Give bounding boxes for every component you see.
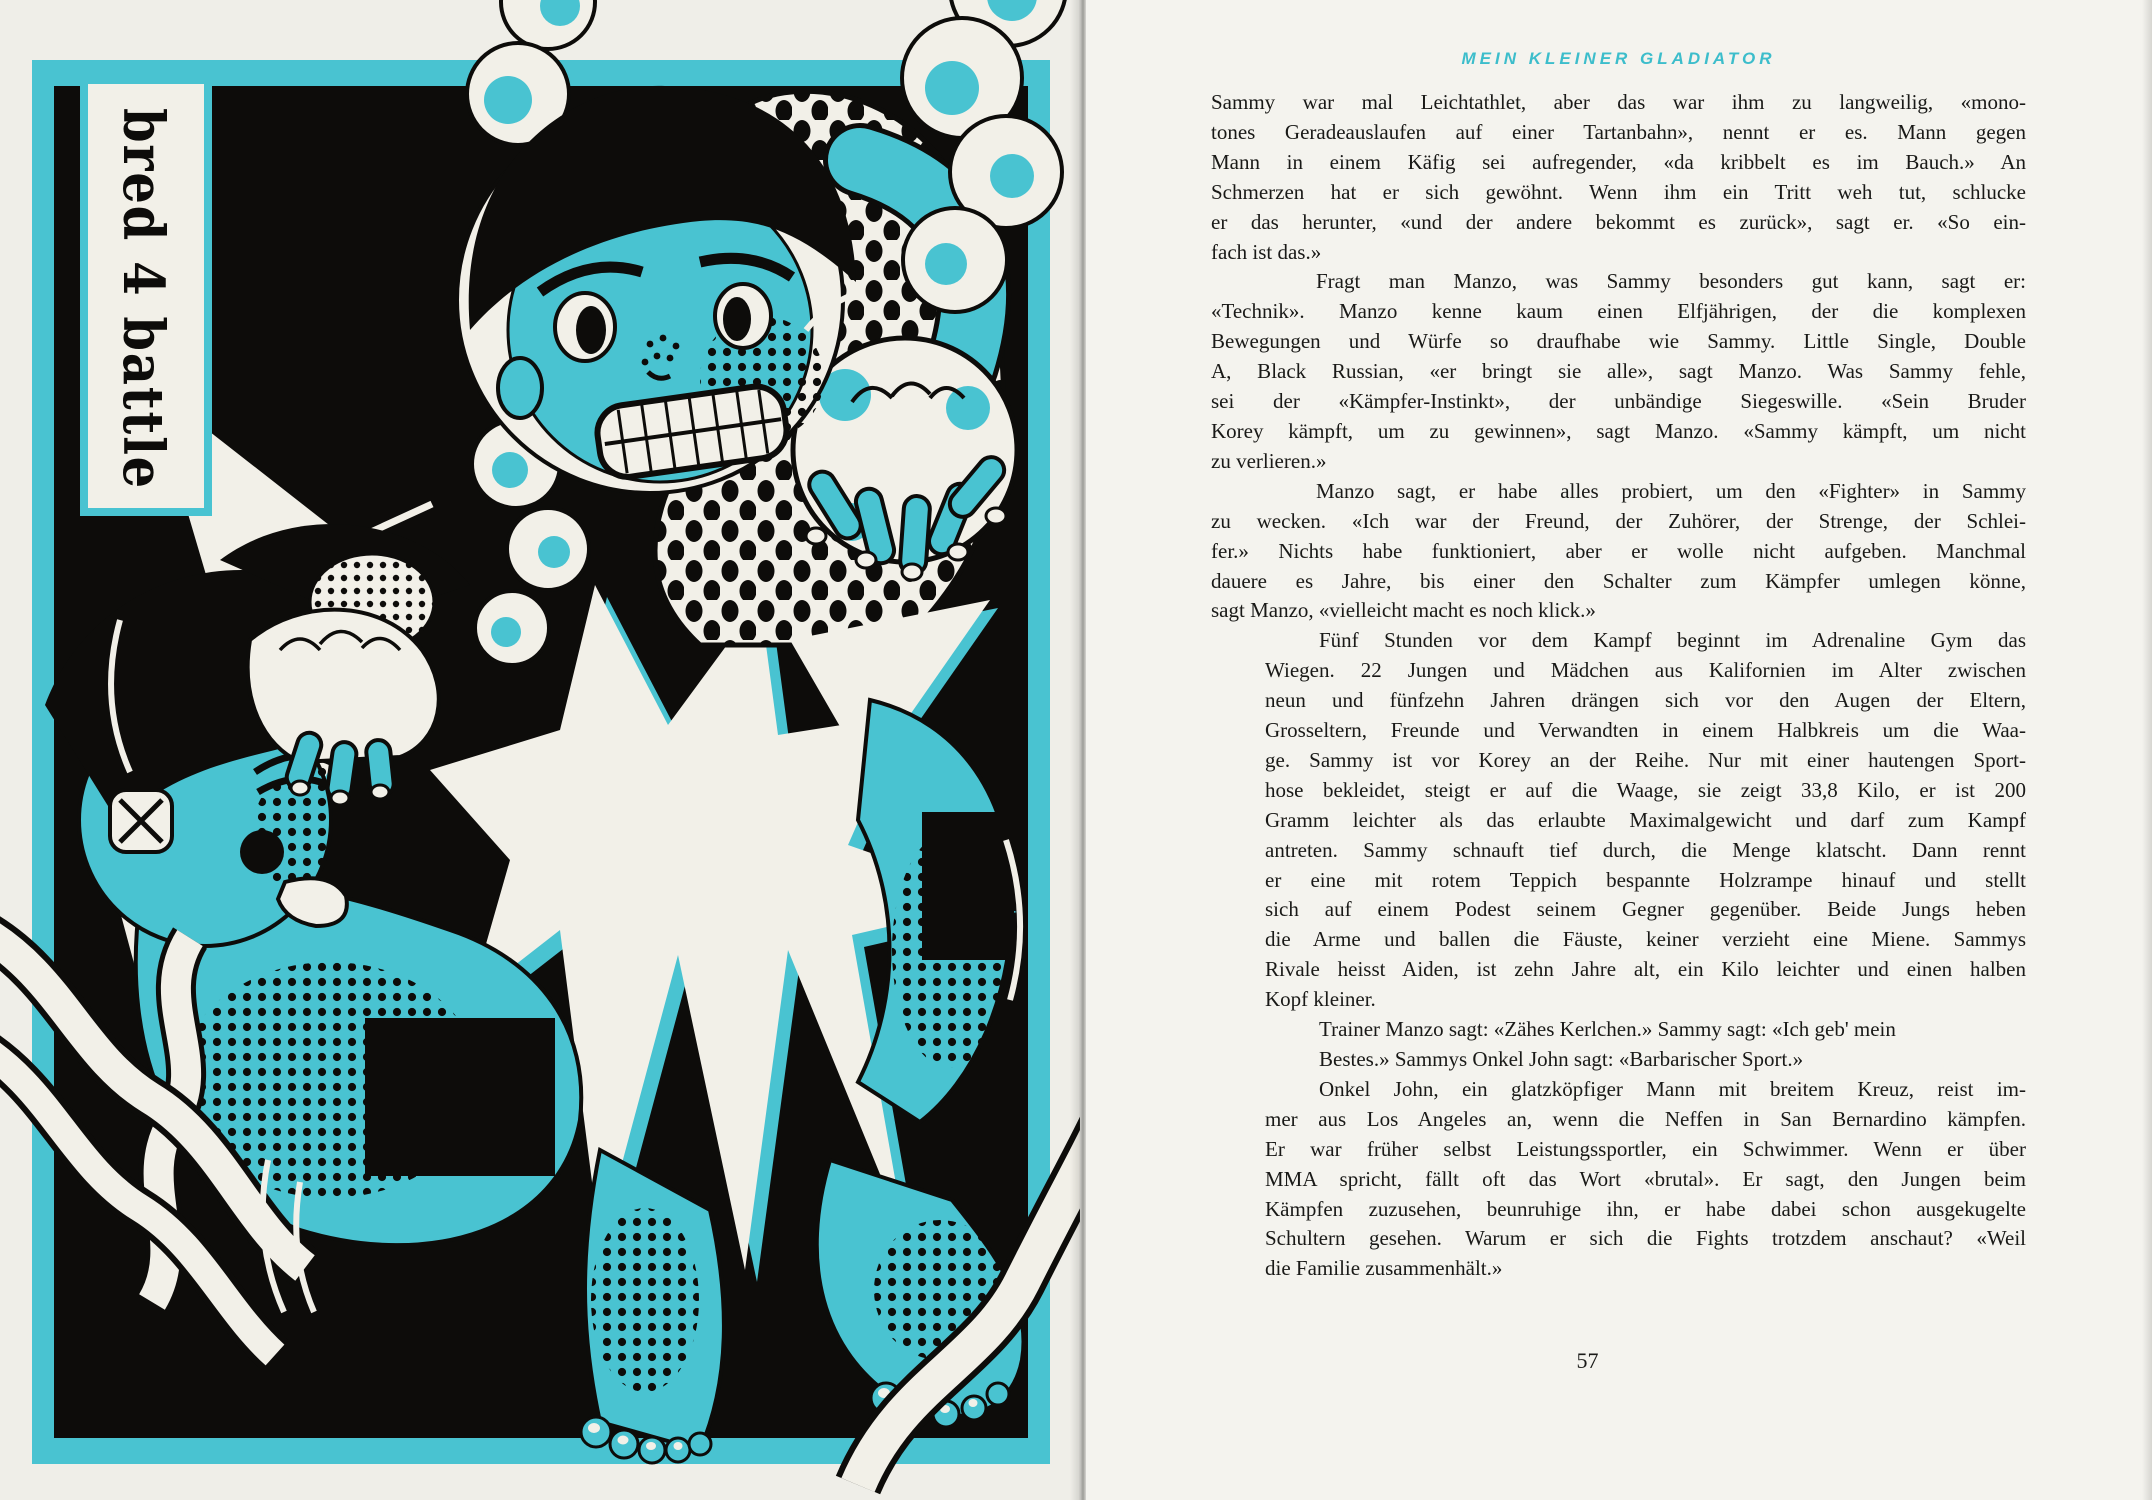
text-line: Wiegen. 22 Jungen und Mädchen aus Kalifornien im Alter zwischen — [1265, 658, 2026, 683]
text-line: hose bekleidet, steigt er auf die Waage, sie zeigt 33,8 Kilo, er ist 200 — [1265, 777, 2026, 802]
poster-label-text: bred 4 battle — [110, 108, 176, 540]
text-line: mer aus Los Angeles an, wenn die Neffen in San Bernardino kämpfen. — [1265, 1106, 2026, 1131]
text-line: Onkel John, ein glatzköpfiger Mann mit breitem Kreuz, reist im- — [1319, 1076, 2026, 1101]
text-line: Bestes.» Sammys Onkel John sagt: «Barbarischer Sport.» — [1319, 1047, 1804, 1071]
page-edge-shadow — [2142, 0, 2152, 1500]
poster-label-box — [80, 76, 212, 540]
text-line: Bewegungen und Würfe so draufhabe wie Sammy. Little Single, Double — [1211, 329, 2026, 354]
text-line: fach ist das.» — [1211, 239, 1322, 264]
right-page — [1086, 0, 2152, 1500]
page-number: 57 — [1576, 1348, 1599, 1373]
running-head: MEIN KLEINER GLADIATOR — [1461, 49, 1776, 68]
paragraph — [1211, 88, 2026, 267]
text-line: A, Black Russian, «er bringt sie alle», sagt Manzo. Was Sammy fehle, — [1211, 359, 2026, 384]
paragraph — [1319, 1015, 2026, 1075]
text-line: sich auf einem Podest seinem Gegner gegenüber. Beide Jungs heben — [1265, 897, 2026, 922]
text-line: er eine mit rotem Teppich bespannte Holzrampe hinauf und stellt — [1265, 867, 2026, 892]
text-line: zu wecken. «Ich war der Freund, der Zuhörer, der Strenge, der Schlei- — [1211, 508, 2026, 533]
text-line: Schmerzen hat er sich gewöhnt. Wenn ihm ein Tritt weh tut, schlucke — [1211, 179, 2026, 204]
text-line: ge. Sammy ist vor Korey an der Reihe. Nur mit einer hautengen Sport- — [1265, 747, 2026, 772]
text-line: fer.» Nichts habe funktioniert, aber er wolle nicht aufgeben. Manchmal — [1211, 538, 2026, 563]
text-line: tones Geradeauslaufen auf einer Tartanbahn», nennt er es. Mann gegen — [1211, 119, 2026, 144]
text-line: Gramm leichter als das erlaubte Maximalgewicht und darf zum Kampf — [1265, 807, 2026, 832]
text-line: Manzo sagt, er habe alles probiert, um den «Fighter» in Sammy — [1316, 478, 2026, 503]
paragraph — [1211, 267, 2026, 476]
text-line: dauere es Jahre, bis einer den Schalter zum Kämpfer umlegen könne, — [1211, 568, 2026, 593]
article-text — [1211, 88, 2026, 1284]
text-line: MMA spricht, fällt oft das Wort «brutal». Er sagt, den Jungen beim — [1265, 1166, 2026, 1191]
text-line: Grosseltern, Freunde und Verwandten in einem Halbkreis um die Waa- — [1265, 718, 2026, 743]
text-line: Mann in einem Käfig sei aufregender, «da kribbelt es im Bauch.» An — [1211, 149, 2026, 174]
text-line: er das herunter, «und der andere bekommt es zurück», sagt er. «So ein- — [1211, 209, 2026, 234]
text-line: sagt Manzo, «vielleicht macht es noch klick.» — [1211, 598, 1596, 623]
text-line: Fünf Stunden vor dem Kampf beginnt im Adrenaline Gym das — [1319, 628, 2026, 653]
paragraph — [1265, 626, 2026, 1015]
text-line: antreten. Sammy schnauft tief durch, die Menge klatscht. Dann rennt — [1265, 837, 2026, 862]
text-line: die Arme und ballen die Fäuste, keiner verzieht eine Miene. Sammys — [1265, 927, 2026, 952]
text-line: Kämpfen zuzusehen, beunruhige ihn, er habe dabei schon ausgekugelte — [1265, 1196, 2026, 1221]
text-line: sei der «Kämpfer-Instinkt», der unbändige Siegeswille. «Sein Bruder — [1211, 389, 2026, 414]
text-line: Schultern gesehen. Warum er sich die Fights trotzdem anschaut? «Weil — [1265, 1226, 2026, 1251]
paragraph — [1265, 1075, 2026, 1284]
text-line: zu verlieren.» — [1211, 448, 1327, 473]
paragraph — [1211, 477, 2026, 627]
text-line: neun und fünfzehn Jahren drängen sich vor den Augen der Eltern, — [1265, 688, 2026, 713]
text-line: Rivale heisst Aiden, ist zehn Jahre alt, ein Kilo leichter und einen halben — [1265, 957, 2026, 982]
text-line: Trainer Manzo sagt: «Zähes Kerlchen.» Sammy sagt: «Ich geb' mein — [1319, 1017, 1896, 1042]
text-line: die Familie zusammenhält.» — [1265, 1256, 1503, 1281]
text-line: Fragt man Manzo, was Sammy besonders gut kann, sagt er: — [1316, 269, 2026, 294]
text-line: «Technik». Manzo kenne kaum einen Elfjährigen, der die komplexen — [1211, 299, 2026, 324]
text-line: Kopf kleiner. — [1265, 987, 1376, 1012]
text-line: Sammy war mal Leichtathlet, aber das war ihm zu langweilig, «mono- — [1211, 90, 2026, 114]
text-line: Korey kämpft, um zu gewinnen», sagt Manzo. «Sammy kämpft, um nicht — [1211, 418, 2026, 443]
text-line: Er war früher selbst Leistungssportler, ein Schwimmer. Wenn er über — [1265, 1136, 2026, 1161]
